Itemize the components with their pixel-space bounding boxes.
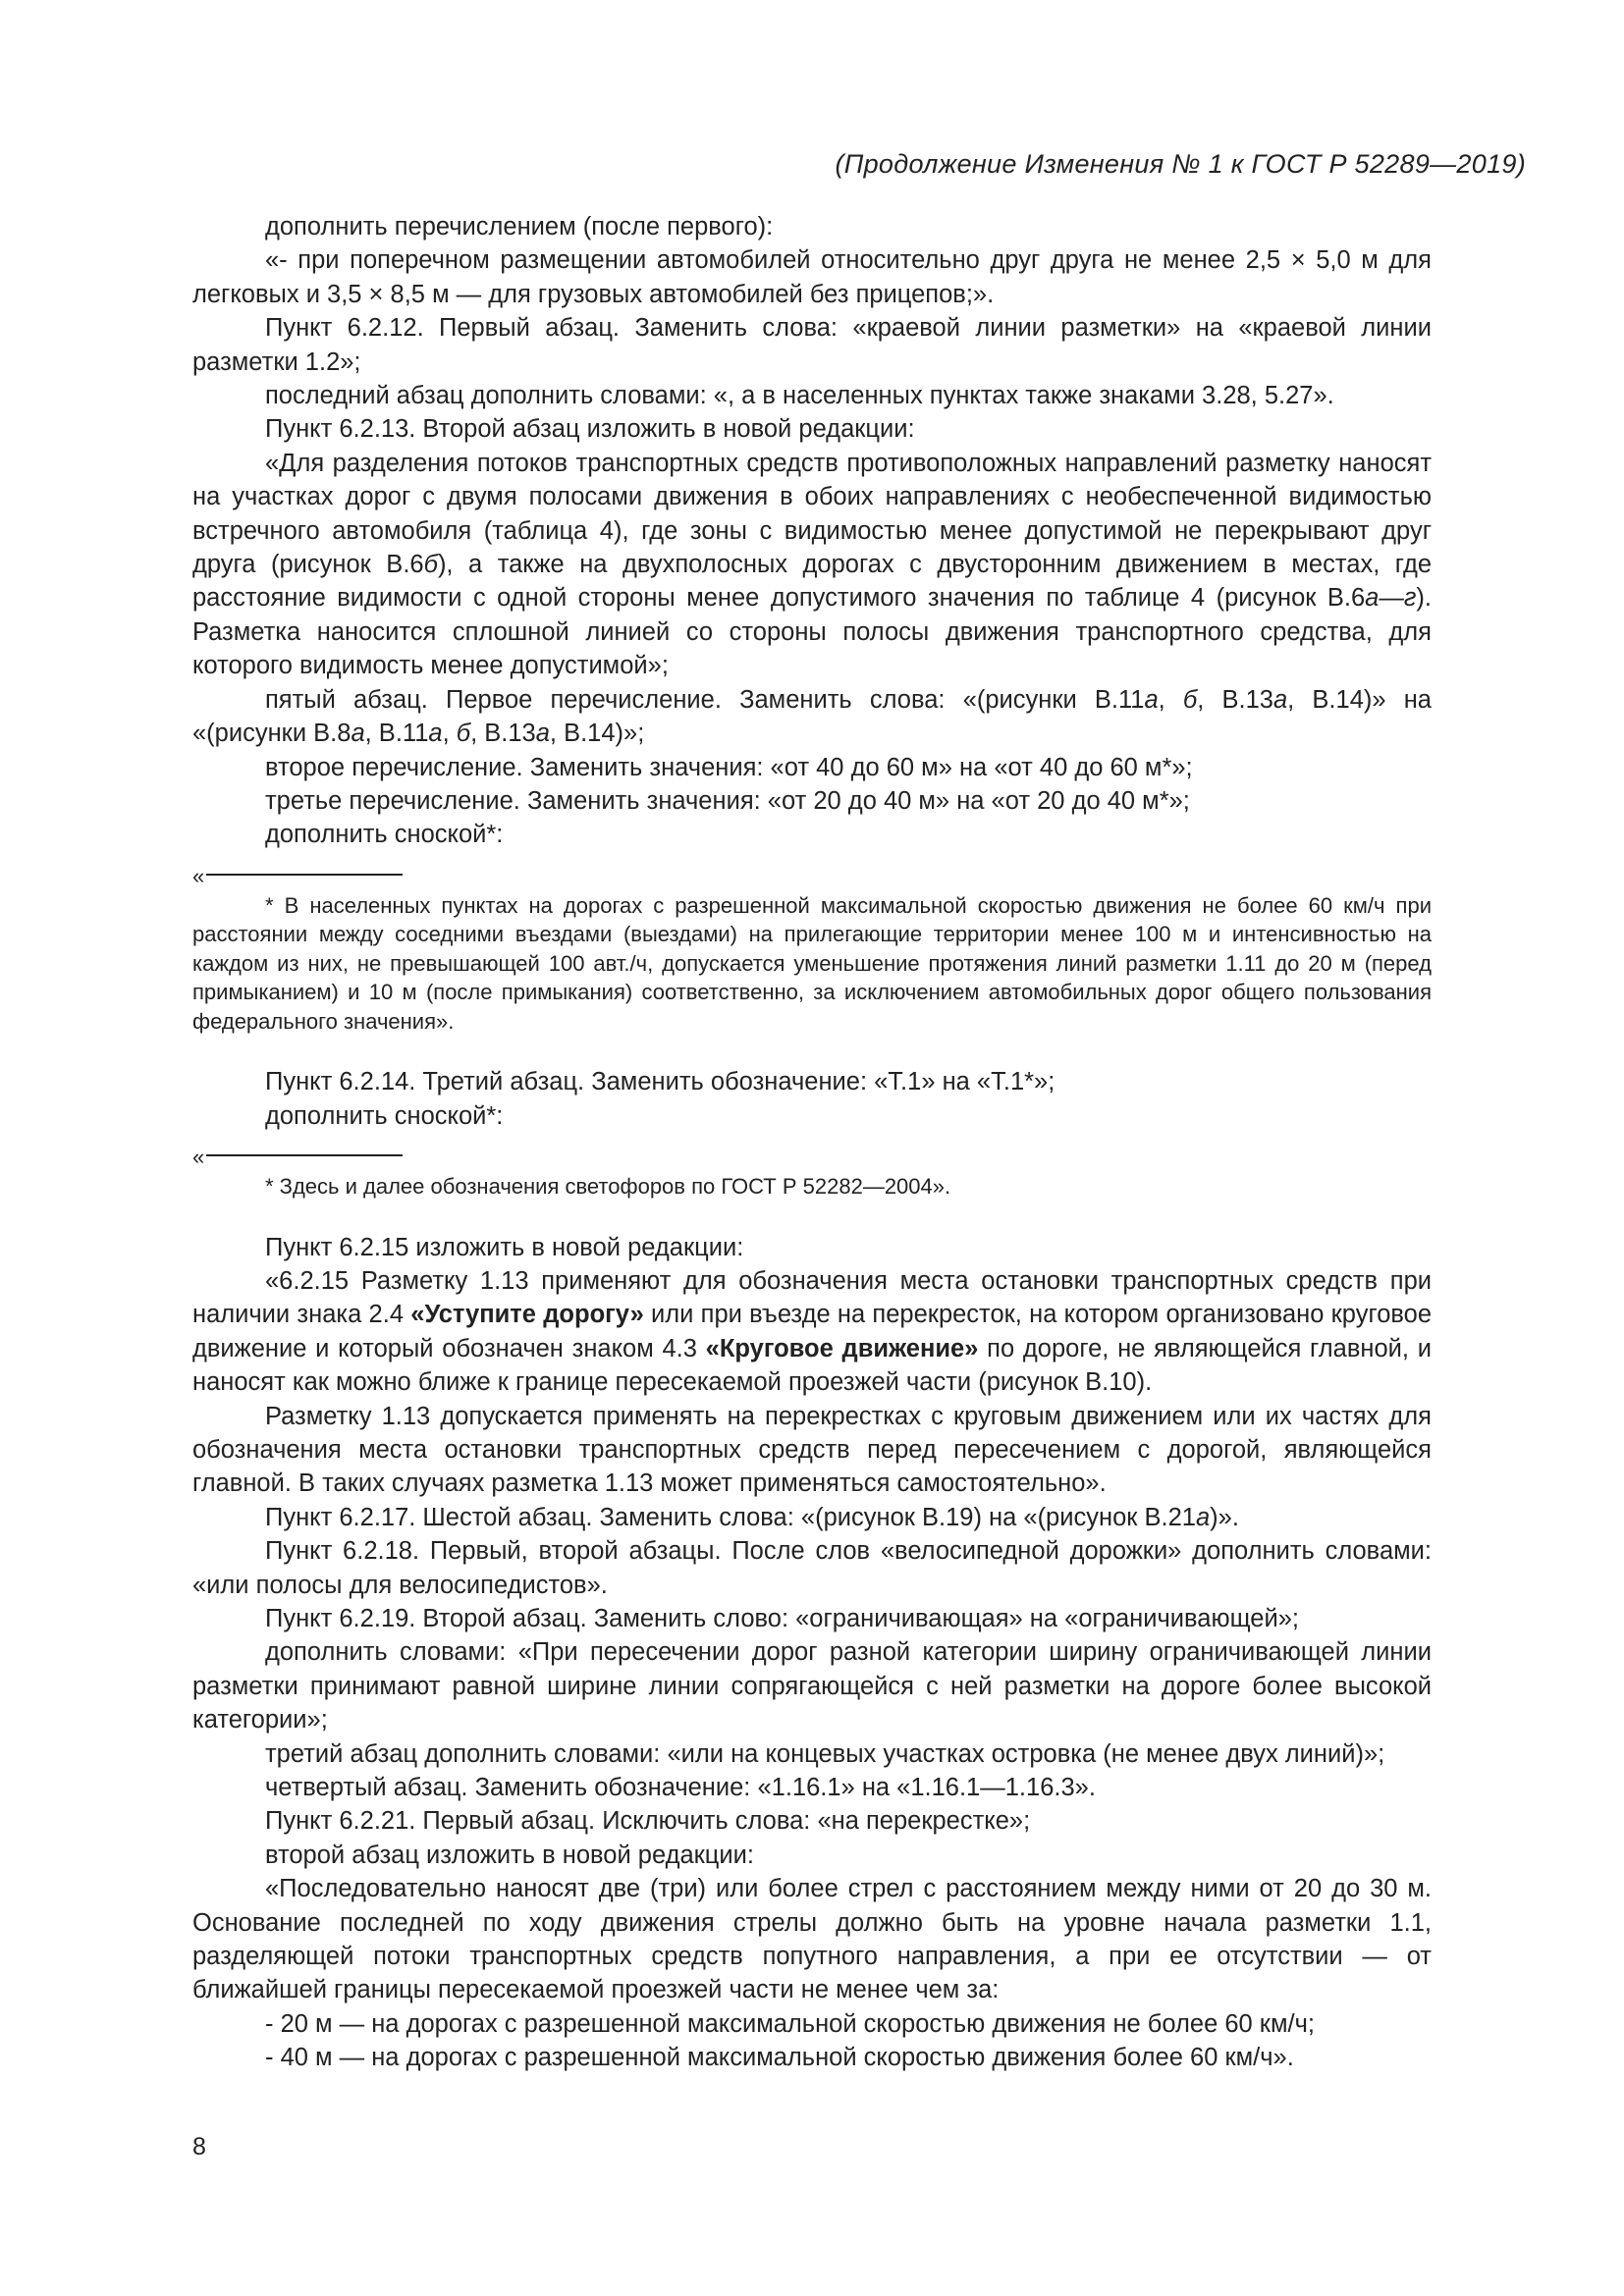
paragraph: дополнить сноской*: <box>265 1101 504 1130</box>
running-header: (Продолжение Изменения № 1 к ГОСТ Р 52289—2019) <box>835 149 1526 179</box>
paragraph: Пункт 6.2.13. Второй абзац изложить в новой редакции: <box>265 415 915 444</box>
paragraph: Пункт 6.2.12. Первый абзац. Заменить слова: «краевой линии разметки» на «краевой линии разметки 1.2»; <box>192 314 1432 376</box>
paragraph: «Последовательно наносят две (три) или более стрел с расстоянием между ними от 20 до 30 м. Основание последней по ходу движения стрелы должно быть на уровне начала разметки 1.1, разделяющей потоки транспортных средств попутного направления, а при ее отсутствии — от ближайшей границы пересекаемой проезжей части не менее чем за: <box>192 1875 1432 2004</box>
paragraph: «6.2.15 Разметку 1.13 применяют для обозначения места остановки транспортных средств при наличии знака 2.4 «Уступите дорогу» или при въезде на перекресток, на котором организовано круговое движение и который обозначен знаком 4.3 «Круговое движение» по дороге, не являющейся главной, и наносят как можно ближе к границе пересекаемой проезжей части (рисунок В.10). <box>192 1266 1433 1397</box>
page-number: 8 <box>192 2133 206 2161</box>
footnote: * Здесь и далее обозначения светофоров по ГОСТ Р 52282—2004». <box>265 1174 951 1200</box>
paragraph: Пункт 6.2.21. Первый абзац. Исключить слова: «на перекрестке»; <box>265 1807 1031 1836</box>
paragraph: Пункт 6.2.18. Первый, второй абзацы. После слов «велосипедной дорожки» дополнить словами: «или полосы для велосипедистов». <box>192 1537 1432 1599</box>
paragraph: - 40 м — на дорогах с разрешенной максимальной скоростью движения более 60 км/ч». <box>265 2044 1294 2072</box>
document-body <box>192 210 1432 2075</box>
paragraph: дополнить сноской*: <box>265 821 504 849</box>
paragraph: дополнить словами: «При пересечении дорог разной категории ширину ограничивающей линии разметки принимают равной ширине линии сопрягающейся с ней разметки на дороге более высокой категории»; <box>192 1638 1432 1735</box>
paragraph: Пункт 6.2.15 изложить в новой редакции: <box>265 1233 744 1261</box>
paragraph: «Для разделения потоков транспортных средств противоположных направлений разметку наносят на участках дорог с двумя полосами движения в обоих направлениях с необеспеченной видимостью встречного автомобиля (таблица 4), где зоны с видимостью менее допустимой не перекрывают друг друга (рисунок В.6б), а также на двухполосных дорогах с двусторонним движением в местах, где расстояние видимости с одной стороны менее допустимого значения по таблице 4 (рисунок В.6а—г). Разметка наносится сплошной линией со стороны полосы движения транспортного средства, для которого видимость менее допустимой»; <box>192 449 1433 680</box>
paragraph: Пункт 6.2.14. Третий абзац. Заменить обозначение: «Т.1» на «Т.1*»; <box>265 1068 1056 1096</box>
paragraph: второе перечисление. Заменить значения: «от 40 до 60 м» на «от 40 до 60 м*»; <box>265 753 1193 781</box>
paragraph: - 20 м — на дорогах с разрешенной максимальной скоростью движения не более 60 км/ч; <box>265 2009 1315 2038</box>
paragraph: третий абзац дополнить словами: «или на концевых участках островка (не менее двух линий)»; <box>265 1739 1385 1768</box>
paragraph: пятый абзац. Первое перечисление. Заменить слова: «(рисунки В.11а, б, В.13а, В.14)» на «(рисунки В.8а, В.11а, б, В.13а, В.14)»; <box>192 685 1432 748</box>
paragraph: Пункт 6.2.17. Шестой абзац. Заменить слова: «(рисунок В.19) на «(рисунок В.21а)». <box>265 1503 1239 1531</box>
footnote-separator: « <box>192 1145 1432 1170</box>
paragraph: четвертый абзац. Заменить обозначение: «1.16.1» на «1.16.1—1.16.3». <box>265 1774 1096 1802</box>
footnote-separator: « <box>192 864 1432 889</box>
paragraph: последний абзац дополнить словами: «, а в населенных пунктах также знаками 3.28, 5.27». <box>265 382 1334 410</box>
paragraph: Пункт 6.2.19. Второй абзац. Заменить слово: «ограничивающая» на «ограничивающей»; <box>265 1605 1299 1632</box>
paragraph: второй абзац изложить в новой редакции: <box>265 1841 754 1869</box>
footnote: * В населенных пунктах на дорогах с разрешенной максимальной скоростью движения не более 60 км/ч при расстоянии между соседними въездами (выездами) на прилегающие территории менее 100 м и интенсивностью на каждом из них, не превышающей 100 авт./ч, допускается уменьшение протяжения линий разметки 1.11 до 20 м (перед примыканием) и 10 м (после примыкания) соответственно, за исключением автомобильных дорог общего пользования федерального значения». <box>192 892 1432 1034</box>
paragraph: третье перечисление. Заменить значения: «от 20 до 40 м» на «от 20 до 40 м*»; <box>265 786 1190 815</box>
paragraph: «- при поперечном размещении автомобилей относительно друг друга не менее 2,5 × 5,0 м для легковых и 3,5 × 8,5 м — для грузовых автомобилей без прицепов;». <box>192 246 1432 308</box>
paragraph: дополнить перечислением (после первого): <box>265 213 774 240</box>
paragraph: Разметку 1.13 допускается применять на перекрестках с круговым движением или их частях для обозначения места остановки транспортных средств перед пересечением с дорогой, являющейся главной. В таких случаях разметка 1.13 может применяться самостоятельно». <box>192 1402 1432 1498</box>
